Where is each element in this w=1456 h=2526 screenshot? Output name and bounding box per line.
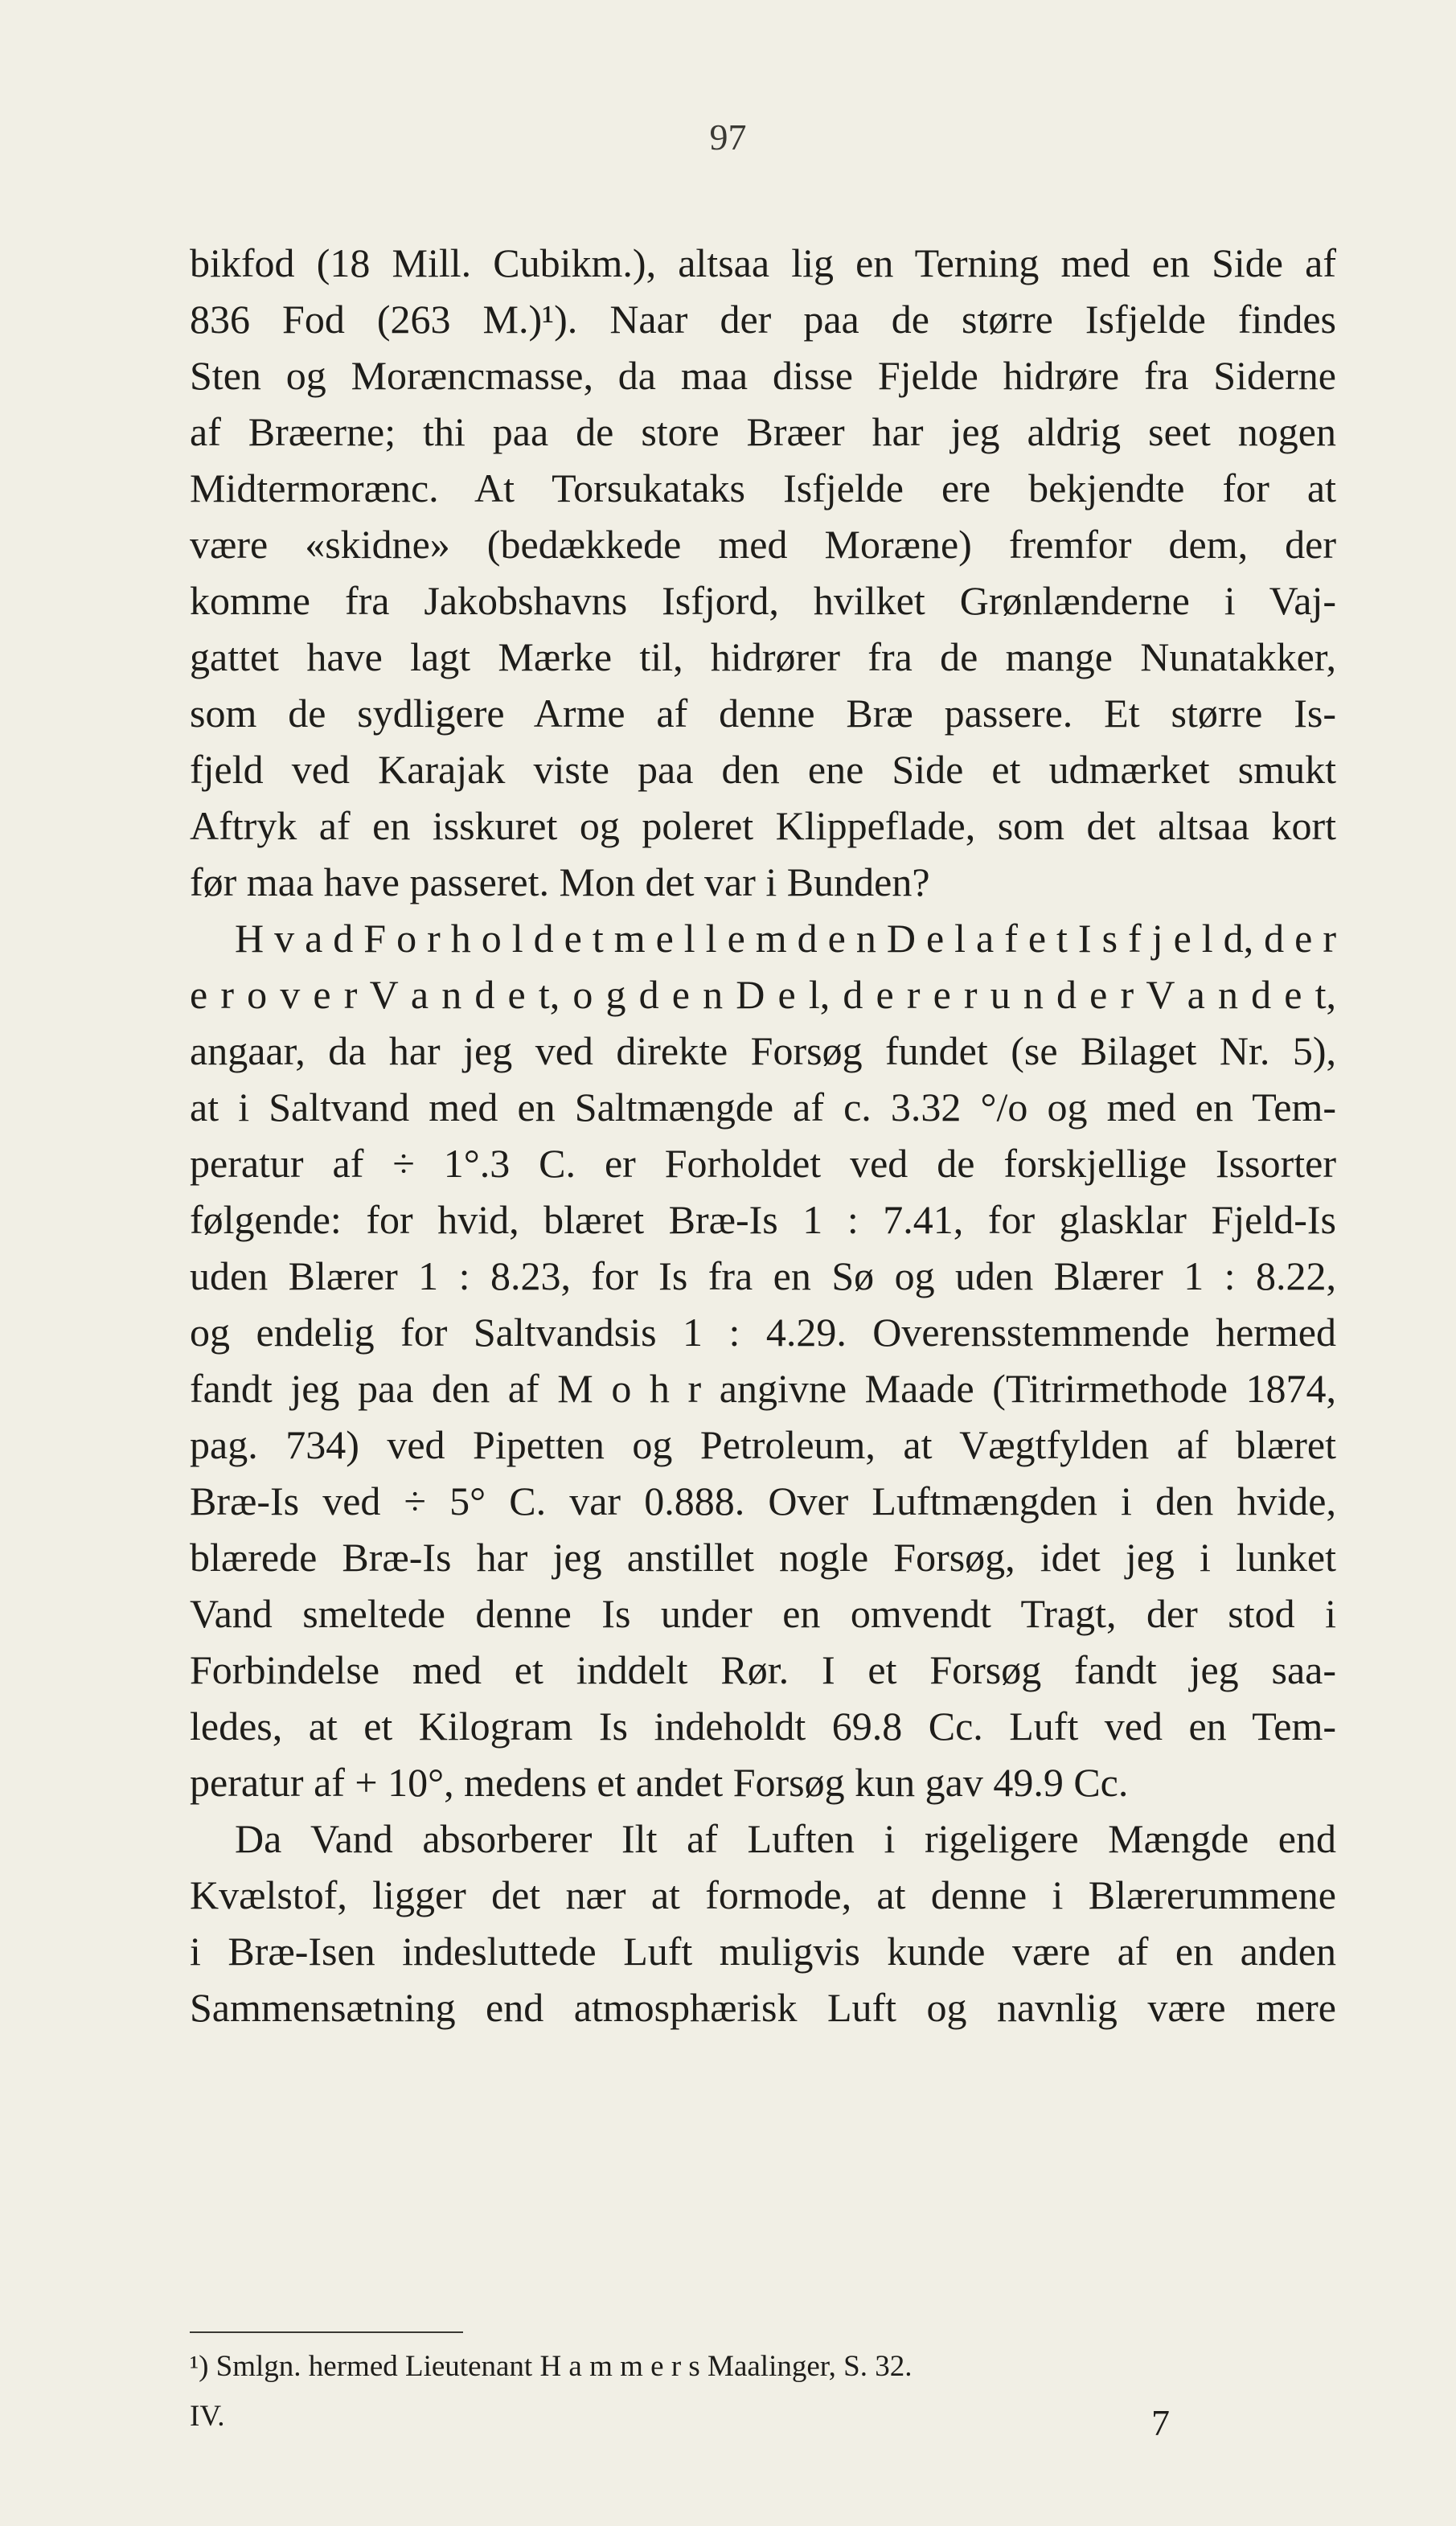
text-line: Aftryk af en isskuret og poleret Klippeflade, som det altsaa kort xyxy=(190,803,1336,848)
text-line: gattet have lagt Mærke til, hidrører fra de mange Nunatakker, xyxy=(190,634,1336,679)
text-line: i Bræ-Isen indesluttede Luft muligvis kunde være af en anden xyxy=(190,1929,1336,1974)
footnote-divider xyxy=(190,2331,463,2333)
text-line: Sammensætning end atmosphærisk Luft og navnlig være mere xyxy=(190,1985,1336,2030)
text-line: pag. 734) ved Pipetten og Petroleum, at Vægtfylden af blæret xyxy=(190,1422,1336,1467)
footnote xyxy=(190,2348,1336,2386)
page-number: 97 xyxy=(709,117,747,158)
text-line: peratur af + 10°, medens et andet Forsøg kun gav 49.9 Cc. xyxy=(190,1760,1129,1805)
text-line: som de sydligere Arme af denne Bræ passere. Et større Is- xyxy=(190,691,1336,736)
text-line: Bræ-Is ved ÷ 5° C. var 0.888. Over Luftmængden i den hvide, xyxy=(190,1478,1336,1523)
text-line: 836 Fod (263 M.)¹). Naar der paa de større Isfjelde findes xyxy=(190,297,1336,342)
body-text xyxy=(190,235,1336,2036)
page-footer xyxy=(190,2393,1336,2441)
text-line: Midtermorænc. At Torsukataks Isfjelde ere bekjendte for at xyxy=(190,465,1336,511)
text-line: e r o v e r V a n d e t, o g d e n D e l, d e r e r u n d e r V a n d e t, xyxy=(190,972,1336,1017)
text-line: bikfod (18 Mill. Cubikm.), altsaa lig en Terning med en Side af xyxy=(190,240,1336,285)
text-line: Da Vand absorberer Ilt af Luften i rigeligere Mængde end xyxy=(235,1816,1336,1861)
signature-mark: IV. xyxy=(190,2400,225,2433)
text-line: Vand smeltede denne Is under en omvendt Tragt, der stod i xyxy=(190,1591,1336,1636)
text-line: af Bræerne; thi paa de store Bræer har jeg aldrig seet nogen xyxy=(190,409,1336,454)
text-line: uden Blærer 1 : 8.23, for Is fra en Sø og uden Blærer 1 : 8.22, xyxy=(190,1253,1336,1298)
sheet-number: 7 xyxy=(1151,2402,1170,2443)
text-line: H v a d F o r h o l d e t m e l l e m d e n D e l a f e t I s f j e l d, d e r xyxy=(235,916,1336,961)
text-line: at i Saltvand med en Saltmængde af c. 3.32 °/o og med en Tem- xyxy=(190,1085,1336,1130)
text-line: komme fra Jakobshavns Isfjord, hvilket Grønlænderne i Vaj- xyxy=(190,578,1336,623)
text-line: være «skidne» (bedækkede med Moræne) fremfor dem, der xyxy=(190,522,1336,567)
text-line: og endelig for Saltvandsis 1 : 4.29. Overensstemmende hermed xyxy=(190,1310,1336,1355)
text-line: Sten og Moræncmasse, da maa disse Fjelde hidrøre fra Siderne xyxy=(190,353,1336,398)
text-line: peratur af ÷ 1°.3 C. er Forholdet ved de forskjellige Issorter xyxy=(190,1141,1336,1186)
text-line: angaar, da har jeg ved direkte Forsøg fundet (se Bilaget Nr. 5), xyxy=(190,1028,1336,1073)
text-line: følgende: for hvid, blæret Bræ-Is 1 : 7.41, for glasklar Fjeld-Is xyxy=(190,1197,1336,1242)
text-line: blærede Bræ-Is har jeg anstillet nogle Forsøg, idet jeg i lunket xyxy=(190,1535,1336,1580)
footnote-marker: ¹) xyxy=(190,2350,209,2383)
text-line: ledes, at et Kilogram Is indeholdt 69.8 Cc. Luft ved en Tem- xyxy=(190,1704,1336,1749)
text-line: fandt jeg paa den af M o h r angivne Maade (Titrirmethode 1874, xyxy=(190,1366,1336,1411)
text-line: fjeld ved Karajak viste paa den ene Side et udmærket smukt xyxy=(190,747,1336,792)
text-line: Kvælstof, ligger det nær at formode, at denne i Blærerummene xyxy=(190,1872,1336,1917)
text-line: før maa have passeret. Mon det var i Bunden? xyxy=(190,859,930,904)
text-line: Forbindelse med et inddelt Rør. I et Forsøg fandt jeg saa- xyxy=(190,1647,1336,1692)
footnote-text: Smlgn. hermed Lieutenant H a m m e r s Maalinger, S. 32. xyxy=(215,2350,913,2383)
